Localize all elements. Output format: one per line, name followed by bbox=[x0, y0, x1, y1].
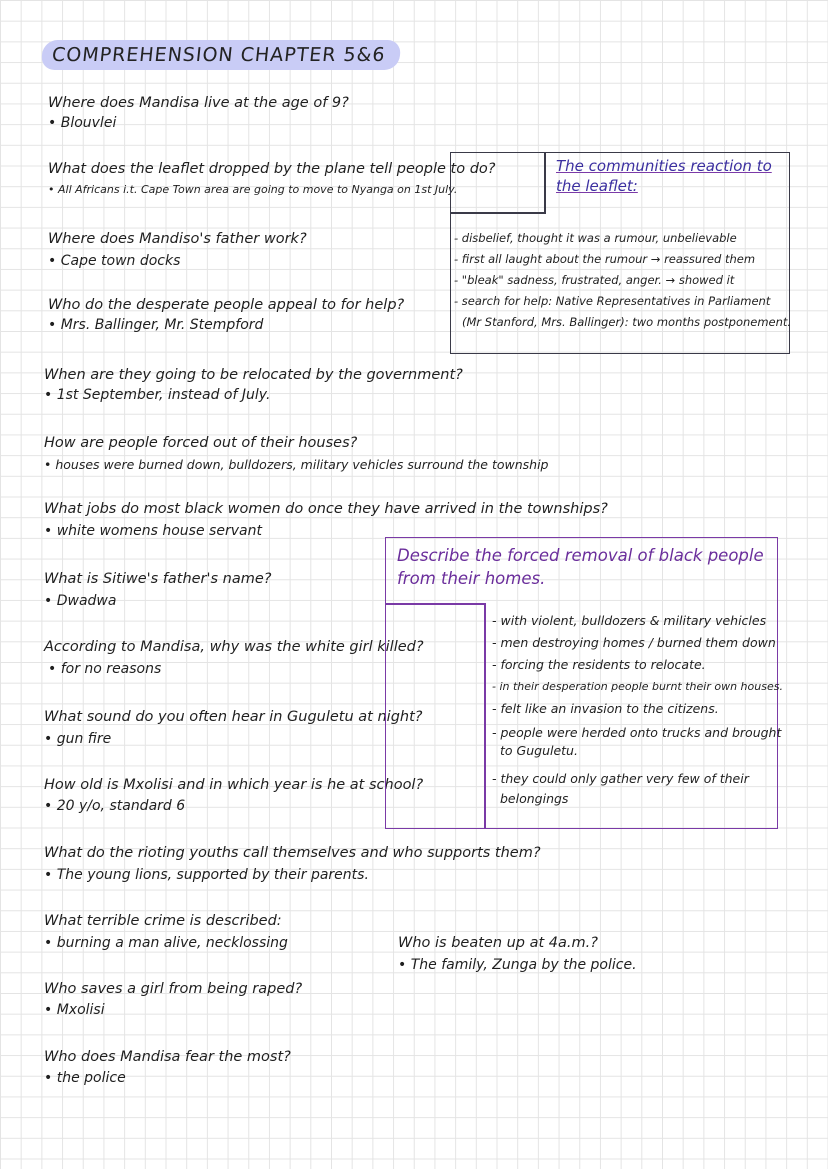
reaction-line: - disbelief, thought it was a rumour, unbelievable bbox=[454, 231, 737, 245]
question-2: What does the leaflet dropped by the plane tell people to do? bbox=[48, 161, 496, 177]
answer-7: • white womens house servant bbox=[44, 522, 262, 540]
reaction-box-divider bbox=[544, 152, 546, 212]
answer-15: • the police bbox=[44, 1069, 126, 1087]
question-10: What sound do you often hear in Guguletu at night? bbox=[44, 709, 423, 725]
removal-box-divider bbox=[484, 603, 486, 829]
answer-5: • 1st September, instead of July. bbox=[44, 386, 270, 404]
question-1: Where does Mandisa live at the age of 9? bbox=[48, 95, 349, 111]
answer-16: • The family, Zunga by the police. bbox=[398, 956, 637, 974]
removal-line: to Guguletu. bbox=[500, 743, 578, 758]
question-7: What jobs do most black women do once they have arrived in the townships? bbox=[44, 501, 608, 517]
reaction-box-divider bbox=[450, 212, 546, 214]
question-16: Who is beaten up at 4a.m.? bbox=[398, 935, 598, 951]
question-13: What terrible crime is described: bbox=[44, 913, 282, 929]
question-9: According to Mandisa, why was the white girl killed? bbox=[44, 639, 424, 655]
removal-line: - people were herded onto trucks and brought bbox=[492, 725, 782, 740]
answer-3: • Cape town docks bbox=[48, 252, 180, 270]
removal-box-title: Describe the forced removal of black people from their homes. bbox=[397, 546, 764, 588]
reaction-line: - "bleak" sadness, frustrated, anger. → showed it bbox=[454, 273, 735, 287]
answer-8: • Dwadwa bbox=[44, 592, 116, 610]
removal-line: - they could only gather very few of their bbox=[492, 771, 749, 786]
page-title-text: COMPREHENSION CHAPTER 5&6 bbox=[50, 44, 387, 66]
answer-1: • Blouvlei bbox=[48, 114, 116, 132]
answer-6: • houses were burned down, bulldozers, military vehicles surround the township bbox=[44, 456, 549, 474]
answer-9: • for no reasons bbox=[48, 660, 161, 678]
removal-box-divider bbox=[385, 603, 485, 605]
removal-line: - forcing the residents to relocate. bbox=[492, 657, 706, 672]
answer-13: • burning a man alive, necklossing bbox=[44, 934, 288, 952]
question-15: Who does Mandisa fear the most? bbox=[44, 1049, 291, 1065]
answer-4: • Mrs. Ballinger, Mr. Stempford bbox=[48, 316, 263, 334]
removal-line: - felt like an invasion to the citizens. bbox=[492, 701, 719, 716]
question-14: Who saves a girl from being raped? bbox=[44, 981, 303, 997]
page-title bbox=[40, 40, 401, 70]
question-5: When are they going to be relocated by the government? bbox=[44, 367, 463, 383]
reaction-line: - search for help: Native Representatives in Parliament bbox=[454, 294, 771, 308]
answer-11: • 20 y/o, standard 6 bbox=[44, 797, 185, 815]
removal-line: - with violent, bulldozers & military vehicles bbox=[492, 613, 767, 628]
removal-line: belongings bbox=[500, 791, 569, 806]
question-3: Where does Mandiso's father work? bbox=[48, 231, 307, 247]
question-4: Who do the desperate people appeal to for help? bbox=[48, 297, 405, 313]
removal-line: - men destroying homes / burned them down bbox=[492, 635, 776, 650]
question-8: What is Sitiwe's father's name? bbox=[44, 571, 272, 587]
reaction-line: - first all laught about the rumour → reassured them bbox=[454, 252, 756, 266]
answer-12: • The young lions, supported by their parents. bbox=[44, 866, 369, 884]
removal-line: - in their desperation people burnt their own houses. bbox=[492, 680, 783, 693]
reaction-line: (Mr Stanford, Mrs. Ballinger): two months postponement. bbox=[462, 315, 792, 329]
question-6: How are people forced out of their houses? bbox=[44, 435, 358, 451]
answer-2: • All Africans i.t. Cape Town area are going to move to Nyanga on 1st July. bbox=[48, 181, 457, 199]
question-12: What do the rioting youths call themselves and who supports them? bbox=[44, 845, 541, 861]
reaction-box-title: The communities reaction to the leaflet: bbox=[556, 157, 772, 195]
question-11: How old is Mxolisi and in which year is he at school? bbox=[44, 777, 424, 793]
answer-10: • gun fire bbox=[44, 730, 111, 748]
answer-14: • Mxolisi bbox=[44, 1001, 105, 1019]
